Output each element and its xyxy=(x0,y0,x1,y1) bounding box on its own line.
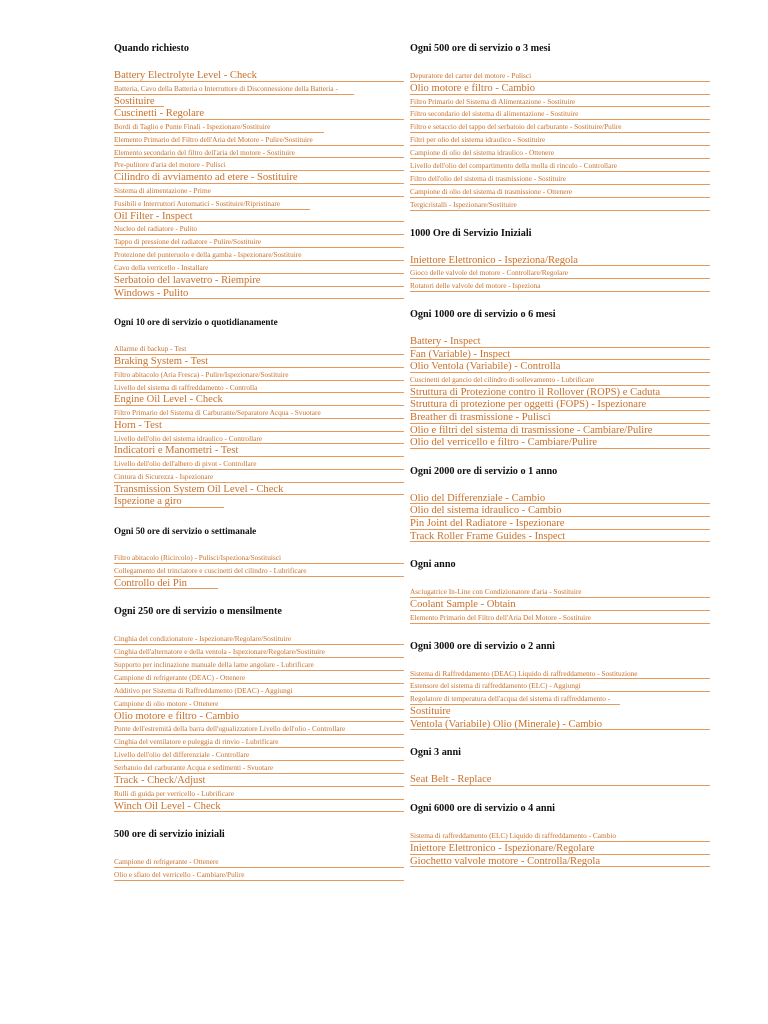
maintenance-section xyxy=(410,42,710,212)
procedure-link[interactable]: Filtro e setaccio del tappo del serbatoio del carburante - Sostituire/Pulire xyxy=(410,121,710,134)
procedure-link[interactable]: Livello dell'olio del compartimento della molla di rinculo - Controllare xyxy=(410,160,710,173)
procedure-link[interactable]: Gioco delle valvole del motore - Controllare/Regolare xyxy=(410,267,710,280)
maintenance-section xyxy=(410,558,710,624)
procedure-link[interactable]: Engine Oil Level - Check xyxy=(114,394,404,407)
procedure-link[interactable]: Track - Check/Adjust xyxy=(114,775,404,788)
section-heading: Ogni 10 ore di servizio o quotidianamente xyxy=(114,317,278,328)
procedure-link[interactable]: Sistema di raffreddamento (ELC) Liquido di raffreddamento - Cambio xyxy=(410,830,710,843)
section-heading: Ogni 500 ore di servizio o 3 mesi xyxy=(410,43,551,54)
procedure-link[interactable]: Livello del sistema di raffreddamento - Controlla xyxy=(114,382,404,395)
maintenance-section xyxy=(410,746,710,787)
procedure-link[interactable]: Campione di olio motore - Ottenere xyxy=(114,698,404,711)
procedure-link[interactable]: Supporto per inclinazione manuale della lame angolare - Lubrificare xyxy=(114,659,404,672)
maintenance-section xyxy=(114,828,404,882)
procedure-link[interactable]: Olio motore e filtro - Cambio xyxy=(114,711,404,724)
procedure-link[interactable]: Filtri per olio del sistema idraulico - Sostituire xyxy=(410,134,710,147)
procedure-link[interactable]: Additivo per Sistema di Raffreddamento (DEAC) - Aggiungi xyxy=(114,685,404,698)
procedure-link[interactable]: Serbatoio del lavavetro - Riempire xyxy=(114,275,404,288)
procedure-link[interactable]: Breather di trasmissione - Pulisci xyxy=(410,412,710,425)
section-heading: Ogni anno xyxy=(410,559,456,571)
procedure-link[interactable]: Campione di refrigerante (DEAC) - Ottenere xyxy=(114,672,404,685)
procedure-link[interactable]: Fusibili e Interruttori Automatici - Sostituire/Ripristinare xyxy=(114,198,404,211)
section-heading: Ogni 3 anni xyxy=(410,747,461,759)
procedure-link[interactable]: Livello dell'olio dell'albero di pivot - Controllare xyxy=(114,458,404,471)
procedure-link[interactable]: Filtro abitacolo (Ricircolo) - Pulisci/Ispeziona/Sostituisci xyxy=(114,552,404,565)
procedure-link[interactable]: Protezione del punteruolo e della gamba - Ispezionare/Sostituire xyxy=(114,249,404,262)
procedure-link[interactable]: Filtro Primario del Sistema di Carburante/Separatore Acqua - Svuotare xyxy=(114,407,404,420)
maintenance-section xyxy=(410,640,710,732)
procedure-link[interactable]: Windows - Pulito xyxy=(114,288,404,301)
procedure-link[interactable]: Estensore del sistema di raffreddamento (ELC) - Aggiungi xyxy=(410,680,710,693)
procedure-link[interactable]: Punte dell'estremità della barra dell'ugualizzatore Livello dell'olio - Controllare xyxy=(114,723,404,736)
procedure-link[interactable]: Cinghia dell'alternatore e della ventola - Ispezionare/Regolare/Sostituire xyxy=(114,646,404,659)
procedure-link[interactable]: Battery - Inspect xyxy=(410,336,710,349)
procedure-link[interactable]: Olio e sfiato del verricello - Cambiare/Pulire xyxy=(114,869,404,882)
procedure-link[interactable]: Filtro Primario del Sistema di Alimentazione - Sostituire xyxy=(410,96,710,109)
procedure-link[interactable]: Filtro dell'olio del sistema di trasmissione - Sostituire xyxy=(410,173,710,186)
procedure-link[interactable]: Iniettore Elettronico - Ispezionare/Regolare xyxy=(410,843,710,856)
section-heading: Ogni 2000 ore di servizio o 1 anno xyxy=(410,465,558,477)
procedure-link[interactable]: Pre-pulitore d'aria del motore - Pulisci xyxy=(114,159,404,172)
procedure-link[interactable]: Indicatori e Manometri - Test xyxy=(114,445,404,458)
procedure-link[interactable]: Giochetto valvole motore - Controlla/Regola xyxy=(410,856,710,869)
procedure-link[interactable]: Campione di refrigerante - Ottenere xyxy=(114,856,404,869)
procedure-link[interactable]: Nucleo del radiatore - Pulito xyxy=(114,223,404,236)
procedure-link[interactable]: Fan (Variable) - Inspect xyxy=(410,349,710,362)
procedure-link[interactable]: Ispezione a giro xyxy=(114,496,404,509)
procedure-link[interactable]: Transmission System Oil Level - Check xyxy=(114,484,404,497)
maintenance-section xyxy=(410,465,710,543)
procedure-link[interactable]: Depuratore del carter del motore - Pulisci xyxy=(410,70,710,83)
maintenance-section xyxy=(410,308,710,450)
procedure-link[interactable]: Pin Joint del Radiatore - Ispezionare xyxy=(410,518,710,531)
procedure-link[interactable]: Filtro secondario del sistema di alimentazione - Sostituire xyxy=(410,108,710,121)
section-heading: Ogni 50 ore di servizio o settimanale xyxy=(114,526,257,537)
procedure-link[interactable]: Rulli di guida per verricello - Lubrificare xyxy=(114,788,404,801)
procedure-link[interactable]: Struttura di Protezione contro il Rollover (ROPS) e Caduta xyxy=(410,387,710,400)
procedure-link[interactable]: Sistema di Raffreddamento (DEAC) Liquido di raffreddamento - Sostituzione xyxy=(410,668,710,681)
maintenance-section xyxy=(114,42,404,300)
section-heading: Ogni 250 ore di servizio o mensilmente xyxy=(114,606,282,618)
maintenance-section xyxy=(114,605,404,813)
section-heading: 1000 Ore di Servizio Iniziali xyxy=(410,227,532,239)
procedure-link[interactable]: Seat Belt - Replace xyxy=(410,774,710,787)
procedure-link[interactable]: Coolant Sample - Obtain xyxy=(410,599,710,612)
procedure-link[interactable]: Cinghia del ventilatore e puleggia di rinvio - Lubrificare xyxy=(114,736,404,749)
procedure-link[interactable]: Olio Ventola (Variabile) - Controlla xyxy=(410,361,710,374)
procedure-link[interactable]: Battery Electrolyte Level - Check xyxy=(114,70,404,83)
section-heading: Quando richiesto xyxy=(114,43,189,54)
procedure-link[interactable]: Regolatore di temperatura dell'acqua del sistema di raffreddamento - xyxy=(410,693,710,706)
procedure-link[interactable]: Sostituire xyxy=(410,706,710,719)
procedure-link[interactable]: Elemento secondario del filtro dell'aria del motore - Sostituire xyxy=(114,147,404,160)
right-column xyxy=(410,42,710,868)
procedure-link[interactable]: Braking System - Test xyxy=(114,356,404,369)
section-heading: Ogni 6000 ore di servizio o 4 anni xyxy=(410,803,555,814)
procedure-link[interactable]: Tergicristalli - Ispezionare/Sostituire xyxy=(410,199,710,212)
section-heading: 500 ore di servizio iniziali xyxy=(114,829,225,841)
procedure-link[interactable]: Olio e filtri del sistema di trasmissione - Cambiare/Pulire xyxy=(410,425,710,438)
procedure-link[interactable]: Elemento Primario del Filtro dell'Aria Del Motore - Sostituire xyxy=(410,612,710,625)
procedure-link[interactable]: Track Roller Frame Guides - Inspect xyxy=(410,531,710,544)
section-heading: Ogni 3000 ore di servizio o 2 anni xyxy=(410,640,555,652)
maintenance-section xyxy=(114,524,404,590)
procedure-link[interactable]: Serbatoio del carburante Acqua e sedimenti - Svuotare xyxy=(114,762,404,775)
procedure-link[interactable]: Oil Filter - Inspect xyxy=(114,211,404,224)
procedure-link[interactable]: Asciugatrice In-Line con Condizionatore d'aria - Sostituire xyxy=(410,586,710,599)
procedure-link[interactable]: Livello dell'olio del sistema idraulico - Controllare xyxy=(114,433,404,446)
maintenance-section xyxy=(114,315,404,509)
procedure-link[interactable]: Campione di olio del sistema idraulico - Ottenere xyxy=(410,147,710,160)
procedure-link[interactable]: Cinghia del condizionatore - Ispezionare/Regolare/Sostituire xyxy=(114,633,404,646)
procedure-link[interactable]: Iniettore Elettronico - Ispeziona/Regola xyxy=(410,255,710,268)
procedure-link[interactable]: Struttura di protezione per oggetti (FOPS) - Ispezionare xyxy=(410,399,710,412)
procedure-link[interactable]: Bordi di Taglio e Punte Finali - Ispezionare/Sostituire xyxy=(114,121,404,134)
procedure-link[interactable]: Olio del sistema idraulico - Cambio xyxy=(410,505,710,518)
procedure-link[interactable]: Controllo dei Pin xyxy=(114,578,404,591)
procedure-link[interactable]: Olio motore e filtro - Cambio xyxy=(410,83,710,96)
maintenance-section xyxy=(410,227,710,293)
procedure-link[interactable]: Elemento Primario del Filtro dell'Aria del Motore - Pulire/Sostituire xyxy=(114,134,404,147)
procedure-link[interactable]: Sostituire xyxy=(114,96,404,109)
procedure-link[interactable]: Cuscinetti - Regolare xyxy=(114,108,404,121)
procedure-link[interactable]: Horn - Test xyxy=(114,420,404,433)
left-column xyxy=(114,42,404,882)
maintenance-section xyxy=(410,802,710,868)
procedure-link[interactable]: Allarme di backup - Test xyxy=(114,343,404,356)
procedure-link[interactable]: Olio del Differenziale - Cambio xyxy=(410,493,710,506)
procedure-link[interactable]: Olio del verricello e filtro - Cambiare/Pulire xyxy=(410,437,710,450)
procedure-link[interactable]: Filtro abitacolo (Aria Fresca) - Pulire/Ispezionare/Sostituire xyxy=(114,369,404,382)
procedure-link[interactable]: Ventola (Variabile) Olio (Minerale) - Cambio xyxy=(410,719,710,732)
procedure-link[interactable]: Cilindro di avviamento ad etere - Sostituire xyxy=(114,172,404,185)
procedure-link[interactable]: Collegamento del trinciatore e cuscinetti del cilindro - Lubrificare xyxy=(114,565,404,578)
procedure-link[interactable]: Rotatori delle valvole del motore - Ispeziona xyxy=(410,280,710,293)
procedure-link[interactable]: Tappo di pressione del radiatore - Pulire/Sostituire xyxy=(114,236,404,249)
procedure-link[interactable]: Cintura di Sicurezza - Ispezionare xyxy=(114,471,404,484)
procedure-link[interactable]: Batteria, Cavo della Batteria o Interruttore di Disconnessione della Batteria - xyxy=(114,83,404,96)
procedure-link[interactable]: Cavo della verricello - Installare xyxy=(114,262,404,275)
procedure-link[interactable]: Cuscinetti del gancio del cilindro di sollevamento - Lubrificare xyxy=(410,374,710,387)
procedure-link[interactable]: Winch Oil Level - Check xyxy=(114,801,404,814)
section-heading: Ogni 1000 ore di servizio o 6 mesi xyxy=(410,309,556,321)
procedure-link[interactable]: Campione di olio del sistema di trasmissione - Ottenere xyxy=(410,186,710,199)
procedure-link[interactable]: Sistema di alimentazione - Prime xyxy=(114,185,404,198)
procedure-link[interactable]: Livello dell'olio del differenziale - Controllare xyxy=(114,749,404,762)
